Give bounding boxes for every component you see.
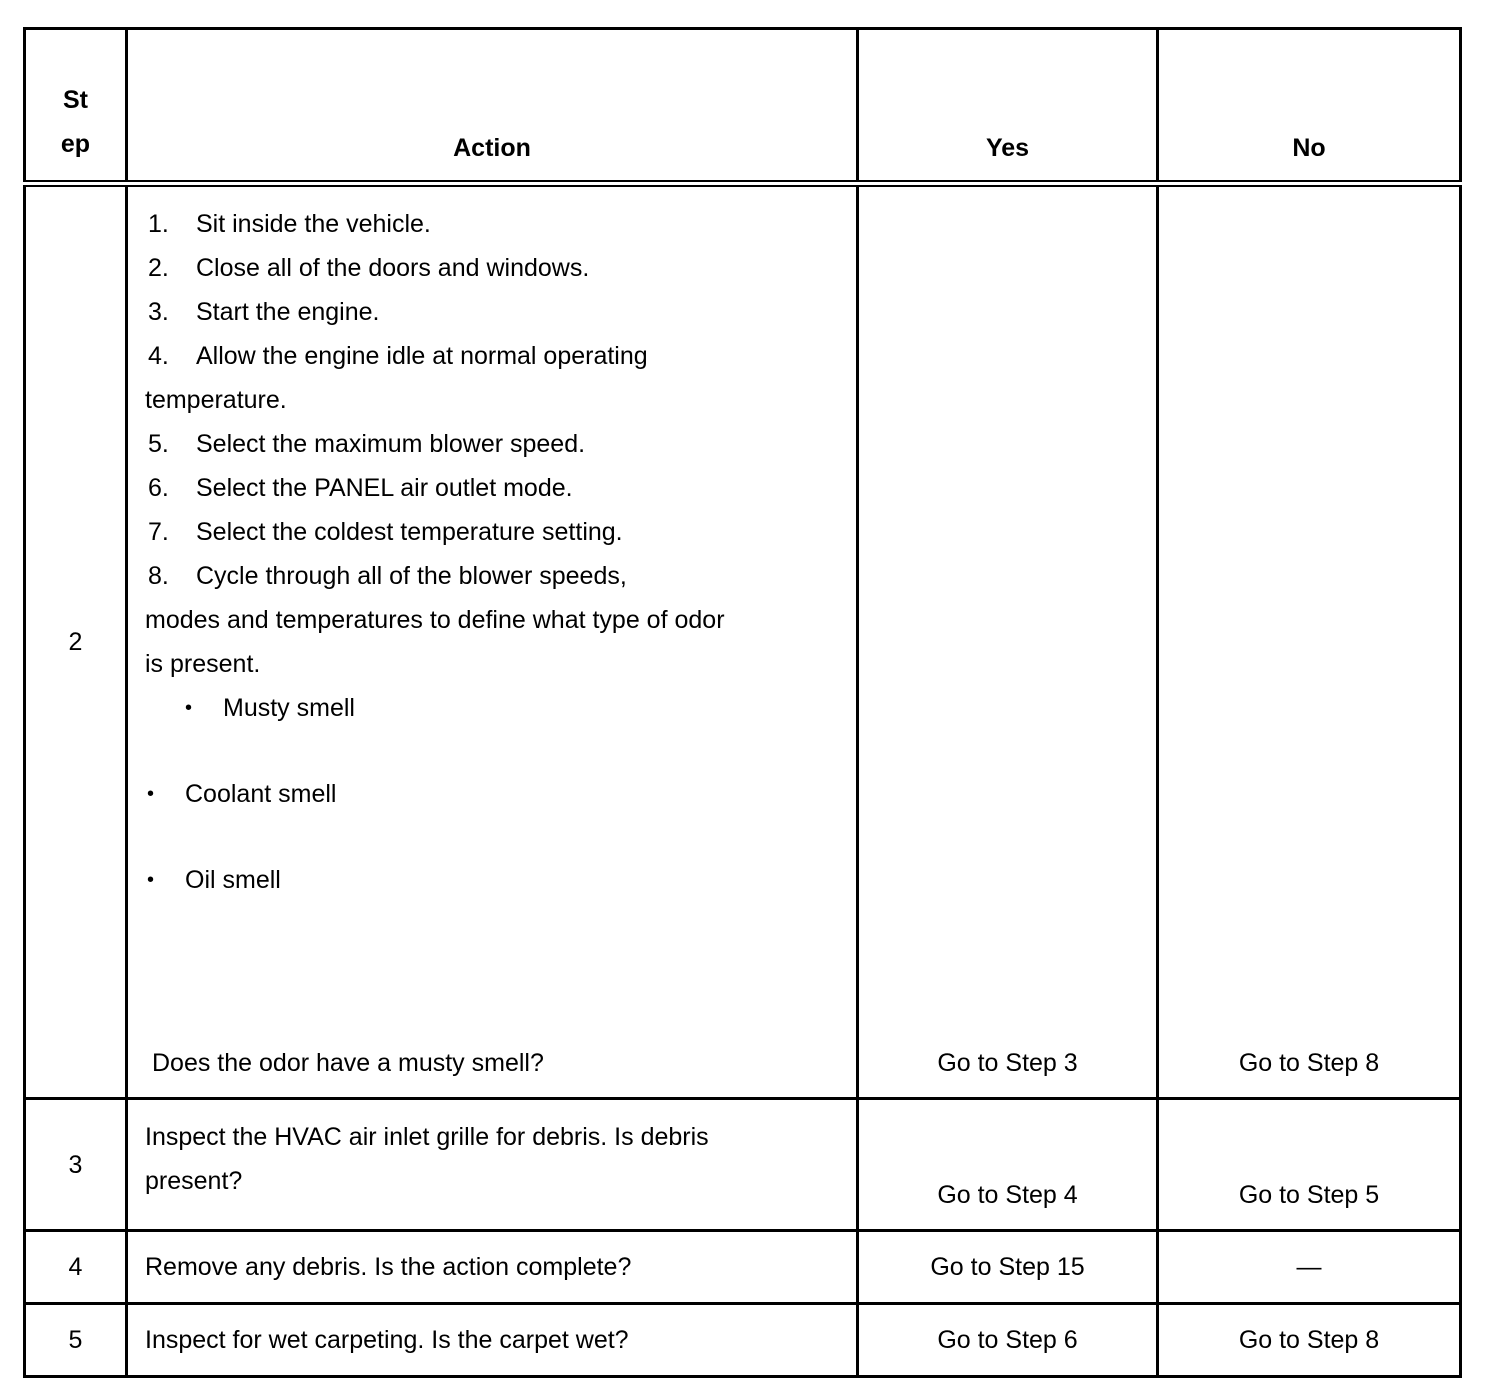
step-number: 2 <box>25 184 127 1099</box>
yes-cell: Go to Step 6 <box>858 1304 1158 1377</box>
table-row-step-4 <box>25 1231 1461 1304</box>
yes-cell: Go to Step 4 <box>858 1099 1158 1231</box>
header-step <box>25 29 127 184</box>
no-cell: Go to Step 8 <box>1158 184 1461 1099</box>
bullet-icon: • <box>185 697 193 719</box>
bullet-item: • Musty smell <box>145 686 846 730</box>
action-cell: Inspect for wet carpeting. Is the carpet wet? <box>127 1304 858 1377</box>
action-line: present? <box>145 1167 243 1195</box>
list-item: 4. Allow the engine idle at normal operating <box>148 342 648 370</box>
yes-cell: Go to Step 15 <box>858 1231 1158 1304</box>
header-action: Action <box>127 29 858 184</box>
step-number: 4 <box>25 1231 127 1304</box>
action-line: Inspect the HVAC air inlet grille for debris. Is debris <box>145 1123 709 1151</box>
no-cell: Go to Step 5 <box>1158 1099 1461 1231</box>
header-no: No <box>1158 29 1461 184</box>
step-number: 5 <box>25 1304 127 1377</box>
table-row-step-2 <box>25 184 1461 1099</box>
header-step-line2: ep <box>60 130 91 158</box>
header-yes: Yes <box>858 29 1158 184</box>
header-row <box>25 29 1461 184</box>
bullet-icon: • <box>147 783 155 805</box>
action-cell <box>127 184 858 1099</box>
list-item: 3. Start the engine. <box>148 298 380 326</box>
list-item-continuation: is present. <box>145 650 261 678</box>
list-item-continuation: modes and temperatures to define what type of odor <box>145 606 725 634</box>
bullet-item: • Oil smell <box>145 858 846 902</box>
yes-cell: Go to Step 3 <box>858 184 1158 1099</box>
no-cell: Go to Step 8 <box>1158 1304 1461 1377</box>
no-cell: — <box>1158 1231 1461 1304</box>
question-text: Does the odor have a musty smell? <box>152 1049 544 1077</box>
list-item: 8. Cycle through all of the blower speeds, <box>148 562 627 590</box>
diagnostic-table <box>23 27 1462 1378</box>
numbered-list <box>145 187 846 902</box>
table-row-step-3 <box>25 1099 1461 1231</box>
bullet-item: • Coolant smell <box>145 772 846 816</box>
action-cell <box>127 1099 858 1231</box>
list-item: 6. Select the PANEL air outlet mode. <box>148 474 573 502</box>
list-item: 7. Select the coldest temperature setting. <box>148 518 623 546</box>
list-item: 1. Sit inside the vehicle. <box>148 210 431 238</box>
bullet-icon: • <box>147 869 155 891</box>
list-item: 5. Select the maximum blower speed. <box>148 430 586 458</box>
table-row-step-5 <box>25 1304 1461 1377</box>
list-item-continuation: temperature. <box>145 386 287 414</box>
step-number: 3 <box>25 1099 127 1231</box>
header-step-line1: St <box>63 86 88 114</box>
action-cell: Remove any debris. Is the action complete? <box>127 1231 858 1304</box>
list-item: 2. Close all of the doors and windows. <box>148 254 590 282</box>
